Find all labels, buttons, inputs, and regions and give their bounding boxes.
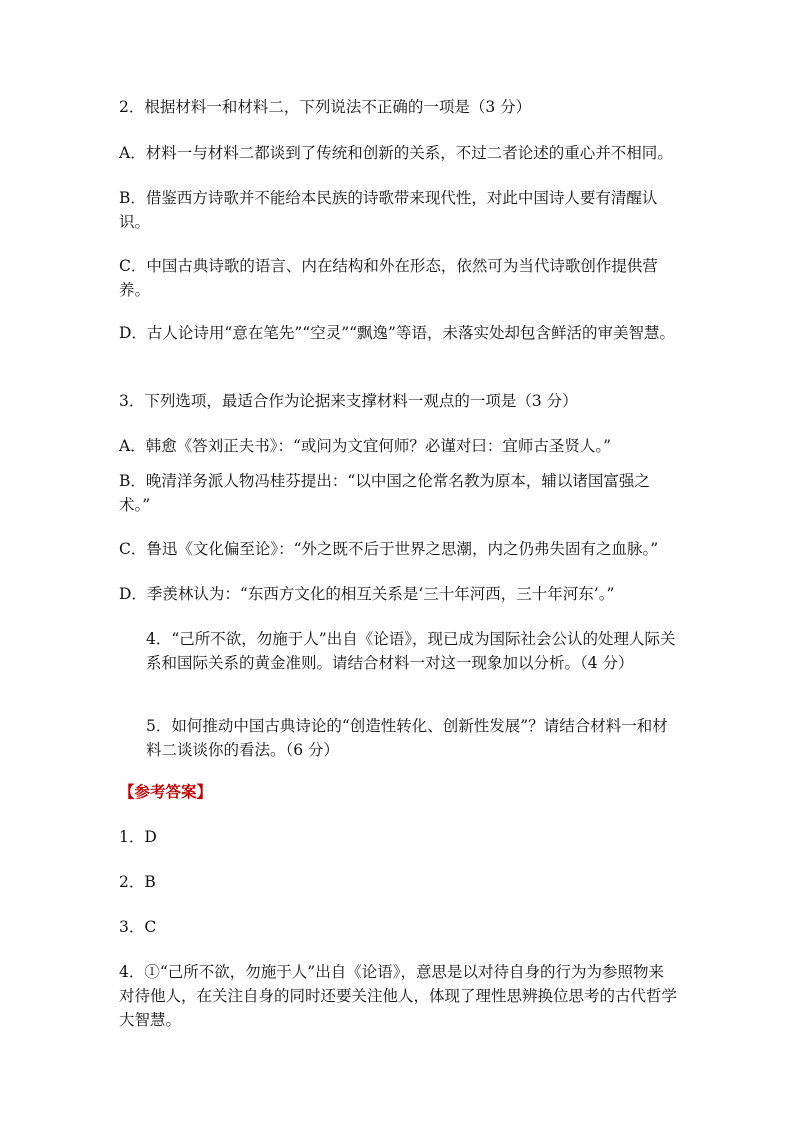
question-2-option-b: B．借鉴西方诗歌并不能给本民族的诗歌带来现代性，对此中国诗人要有清醒认识。 [119, 189, 658, 231]
question-3-stem: 3．下列选项，最适合作为论据来支撑材料一观点的一项是（3 分） [119, 392, 578, 410]
question-3-option-c: C．鲁迅《文化偏至论》：“外之既不后于世界之思潮，内之仍弗失固有之血脉。” [119, 540, 659, 558]
question-2-option-c: C．中国古典诗歌的语言、内在结构和外在形态，依然可为当代诗歌创作提供营养。 [119, 257, 658, 299]
question-4: 4．“己所不欲，勿施于人”出自《论语》，现已成为国际社会公认的处理人际关系和国际关系的黄金准则。请结合材料一对这一现象加以分析。（4 分） [146, 630, 676, 672]
question-3-option-a: A．韩愈《答刘正夫书》：“或问为文宜何师？必谨对曰：宜师古圣贤人。” [119, 437, 612, 455]
question-2-option-d: D．古人论诗用“意在笔先”“空灵”“飘逸”等语，未落实处却包含鲜活的审美智慧。 [119, 324, 675, 342]
answer-4: 4．①“己所不欲，勿施于人”出自《论语》，意思是以对待自身的行为为参照物来对待他人，在关注自身的同时还要关注他人，体现了理性思辨换位思考的古代哲学大智慧。 [119, 963, 678, 1029]
question-3-option-d: D．季羡林认为：“东西方文化的相互关系是‘三十年河西，三十年河东’。” [119, 585, 615, 603]
question-3-option-b: B．晚清洋务派人物冯桂芬提出：“以中国之伦常名教为原本，辅以诸国富强之术。” [119, 472, 650, 514]
question-5: 5．如何推动中国古典诗论的“创造性转化、创新性发展”？请结合材料一和材料二谈谈你的看法。（6 分） [146, 717, 668, 759]
question-2-option-a: A．材料一与材料二都谈到了传统和创新的关系，不过二者论述的重心并不相同。 [119, 144, 673, 162]
answer-1: 1．D [119, 828, 157, 846]
question-2-stem: 2．根据材料一和材料二，下列说法不正确的一项是（3 分） [119, 98, 532, 116]
answer-2: 2．B [119, 873, 156, 891]
answer-heading: 【参考答案】 [119, 782, 213, 801]
answer-3: 3．C [119, 918, 157, 936]
